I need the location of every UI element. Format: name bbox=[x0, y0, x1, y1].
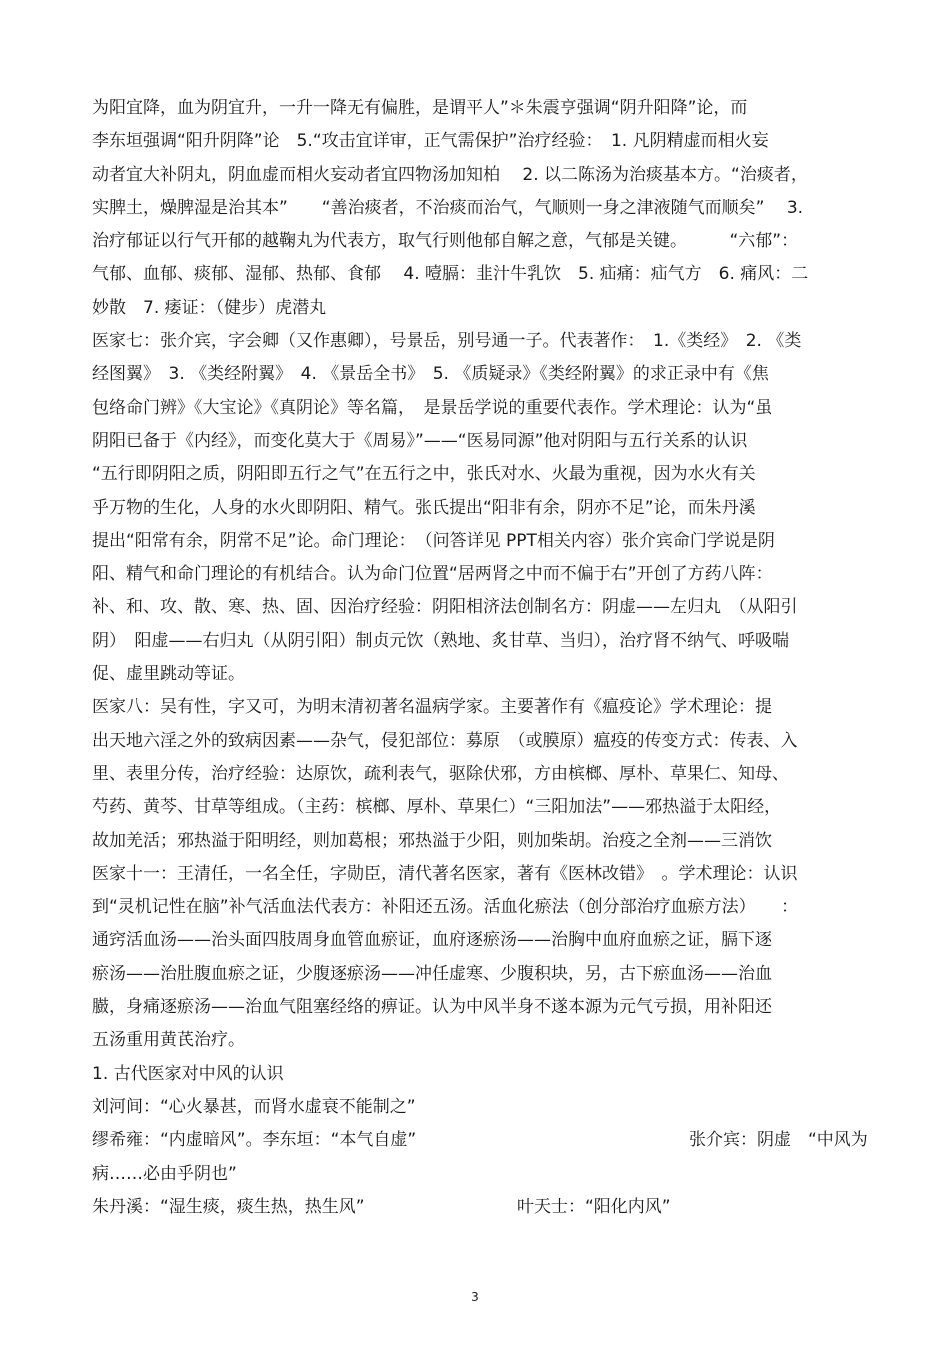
text-line: “五行即阴阳之质，阴阳即五行之气”在五行之中，张氏对水、火最为重视，因为水火有关 bbox=[92, 464, 756, 485]
text-line: 病……必由乎阴也” bbox=[92, 1163, 237, 1184]
text-line: 阴） 阳虚——右归丸（从阴引阳）制贞元饮（熟地、炙甘草、当归），治疗肾不纳气、呼吸喘 bbox=[92, 630, 789, 651]
page-number: 3 bbox=[471, 1290, 479, 1304]
text-line: 医家七：张介宾，字会卿（又作惠卿），号景岳，别号通一子。代表著作： 1.《类经》 2. 《类 bbox=[92, 331, 802, 352]
text-segment-left: 缪希雍：“内虚暗风”。李东垣：“本气自虚” bbox=[92, 1130, 417, 1151]
section-heading: 1. 古代医家对中风的认识 bbox=[92, 1063, 284, 1084]
text-line: 医家八：吴有性，字又可，为明末清初著名温病学家。主要著作有《瘟疫论》学术理论：提 bbox=[92, 697, 772, 718]
text-line: 臌，身痛逐瘀汤——治血气阻塞经络的痹证。认为中风半身不遂本源为元气亏损，用补阳还 bbox=[92, 997, 772, 1018]
text-line: 故加羌活；邪热溢于阳明经，则加葛根；邪热溢于少阳，则加柴胡。治疫之全剂——三消饮 bbox=[92, 830, 772, 851]
text-line: 刘河间：“心火暴甚，而肾水虚衰不能制之” bbox=[92, 1096, 416, 1117]
text-line-two-column bbox=[92, 1191, 862, 1224]
text-line: 阳、精气和命门理论的有机结合。认为命门位置“居两肾之中而不偏于右”开创了方药八阵： bbox=[92, 564, 773, 585]
text-line: 里、表里分传，治疗经验：达原饮，疏利表气，驱除伏邪，方由槟榔、厚朴、草果仁、知母、 bbox=[92, 763, 789, 784]
text-line: 实脾土，燥脾湿是治其本” “善治痰者，不治痰而治气，气顺则一身之津液随气而顺矣” 3. bbox=[92, 197, 804, 218]
text-line: 包络命门辨》《大宝论》《真阴论》等名篇， 是景岳学说的重要代表作。学术理论：认为“虽 bbox=[92, 397, 773, 418]
text-line: 促、虚里跳动等证。 bbox=[92, 664, 245, 685]
text-line: 到“灵机记性在脑”补气活血法代表方：补阳还五汤。活血化瘀法（创分部治疗血瘀方法） ： bbox=[92, 897, 799, 918]
text-segment-left: 朱丹溪：“湿生痰，痰生热，热生风” bbox=[92, 1196, 365, 1217]
text-line: 医家十一：王清任，一名全任，字勋臣，清代著名医家，著有《医林改错》 。学术理论：认识 bbox=[92, 863, 798, 884]
text-line: 为阳宜降，血为阴宜升，一升一降无有偏胜，是谓平人”＊朱震亨强调“阴升阳降”论，而 bbox=[92, 98, 748, 118]
text-line: 补、和、攻、散、寒、热、固、因治疗经验：阴阳相济法创制名方：阴虚——左归丸 （从阳引 bbox=[92, 597, 798, 618]
text-line: 阴阳已备于《内经》，而变化莫大于《周易》”——“医易同源”他对阴阳与五行关系的认识 bbox=[92, 430, 748, 451]
text-line-two-column bbox=[92, 1124, 868, 1157]
text-segment-right: 叶天士：“阳化内风” bbox=[517, 1196, 671, 1217]
text-line: 五汤重用黄芪治疗。 bbox=[92, 1030, 245, 1051]
text-line: 治疗郁证以行气开郁的越鞠丸为代表方，取气行则他郁自解之意，气郁是关键。 “六郁”： bbox=[92, 231, 799, 252]
text-line: 提出“阳常有余，阴常不足”论。命门理论： （问答详见 PPT相关内容）张介宾命门学说是阴 bbox=[92, 530, 775, 551]
text-line: 乎万物的生化，人身的水火即阴阳、精气。张氏提出“阳非有余，阴亦不足”论，而朱丹溪 bbox=[92, 497, 756, 518]
text-line: 通窍活血汤——治头面四肢周身血管血瘀证，血府逐瘀汤——治胸中血府血瘀之证，膈下逐 bbox=[92, 930, 772, 951]
body-text bbox=[92, 92, 868, 1224]
text-line: 妙散 7. 痿证：（健步）虎潜丸 bbox=[92, 297, 327, 318]
text-segment-right: 张介宾：阴虚 “中风为 bbox=[689, 1130, 868, 1151]
text-line: 动者宜大补阴丸，阴血虚而相火妄动者宜四物汤加知柏 2. 以二陈汤为治痰基本方。“治痰者， bbox=[92, 164, 808, 185]
text-line: 气郁、血郁、痰郁、湿郁、热郁、食郁 4. 噎膈：韭汁牛乳饮 5. 疝痛：疝气方 6. 痛风：二 bbox=[92, 264, 809, 285]
text-line: 李东垣强调“阳升阴降”论 5.“攻击宜详审，正气需保护”治疗经验： 1. 凡阴精虚而相火妄 bbox=[92, 131, 769, 152]
text-line: 经图翼》 3. 《类经附翼》 4. 《景岳全书》 5. 《质疑录》《类经附翼》的求正录中有《焦 bbox=[92, 364, 769, 385]
text-line: 出天地六淫之外的致病因素——杂气，侵犯部位：募原 （或膜原）瘟疫的传变方式：传表、入 bbox=[92, 730, 798, 751]
text-line: 芍药、黄芩、甘草等组成。（主药：槟榔、厚朴、草果仁）“三阳加法”——邪热溢于太阳经， bbox=[92, 797, 782, 818]
text-line: 瘀汤——治肚腹血瘀之证，少腹逐瘀汤——冲任虚寒、少腹积块，另，古下瘀血汤——治血 bbox=[92, 963, 772, 984]
